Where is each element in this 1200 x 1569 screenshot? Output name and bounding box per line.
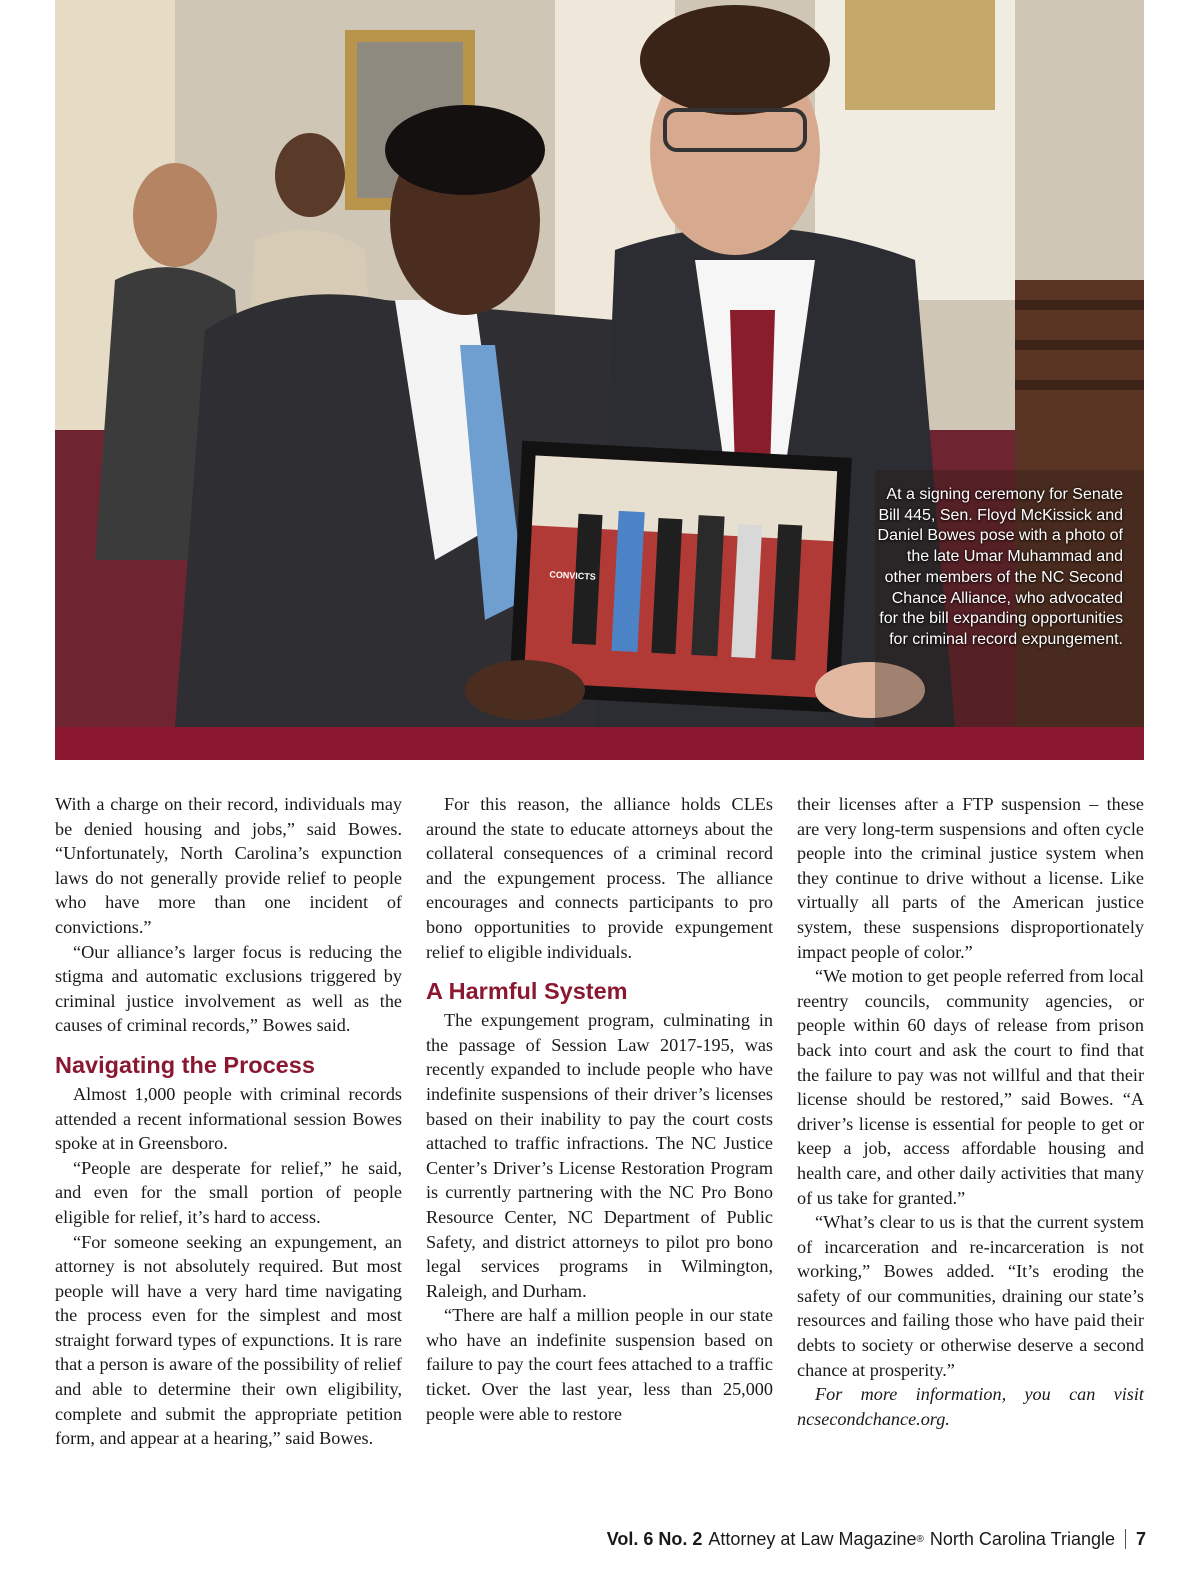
paragraph: The expungement program, culminating in the passage of Session Law 2017-195, was recently expanded to include people who have indefinite suspensions of their driver’s licenses based on their inability to pay the court costs attached to traffic infractions. The NC Justice Center’s Driver’s License Restoration Program is currently partnering with the NC Pro Bono Resource Center, NC Department of Public Safety, and district attorneys to pilot pro bono legal services programs in Wilmington, Raleigh, and Durham. [426, 1010, 773, 1301]
hero-photo [55, 0, 1144, 727]
paragraph: “For someone seeking an expungement, an attorney is not absolutely required. But most people will have a very hard time navigating the process even for the simplest and most straight forward types of expunctions. It is rare that a person is aware of the possibility of relief and able to determine their own eligibility, complete and submit the appropriate petition form, and appear at a hearing,” said Bowes. [55, 1231, 402, 1449]
paragraph: With a charge on their record, individuals may be denied housing and jobs,” said Bowes. “Unfortunately, North Carolina’s expunction laws do not generally provide relief to people who have more than one incident of convictions.” [55, 794, 402, 937]
paragraph: “There are half a million people in our state who have an indefinite suspension based on failure to pay the court fees attached to a traffic ticket. Over the last year, less than 25,000 people were able to restore [426, 1305, 773, 1424]
footer-region: North Carolina Triangle [929, 1528, 1115, 1549]
page-number: 7 [1135, 1528, 1146, 1549]
accent-band [55, 727, 1144, 760]
photo-caption: At a signing ceremony for Senate Bill 445, Sen. Floyd McKissick and Daniel Bowes pose with a photo of the late Umar Muhammad and other members of the NC Second Chance Alliance, who advocated for the bill expanding opportunities for criminal record expungement. [877, 486, 1123, 648]
paragraph: Almost 1,000 people with criminal records attended a recent informational session Bowes spoke at in Greensboro. [55, 1083, 402, 1154]
shirt-text: CONVICTS [549, 569, 597, 582]
section-heading-navigating: Navigating the Process [55, 1051, 315, 1078]
section-heading-harmful-system: A Harmful System [426, 978, 628, 1005]
paragraph: For this reason, the alliance holds CLEs around the state to educate attorneys about the collateral consequences of a criminal record and the expungement process. The alliance encourages and connects participants to pro bono opportunities to provide expungement relief to eligible individuals. [426, 794, 773, 962]
paragraph: “People are desperate for relief,” he said, and even for the small portion of people eligible for relief, it’s hard to access. [55, 1157, 402, 1227]
paragraph: their licenses after a FTP suspension – these are very long-term suspensions and often cycle people into the criminal justice system when they continue to drive without a license. Like virtually all parts of the American justice system, these suspensions disproportionately impact people of color.” [797, 794, 1144, 962]
more-info-paragraph: For more information, you can visit ncsecondchance.org. [797, 1384, 1144, 1429]
footer-volume: Vol. 6 No. 2 [606, 1528, 703, 1549]
footer-magazine-name: Attorney at Law Magazine [708, 1528, 917, 1549]
footer-divider [1125, 1529, 1126, 1549]
article-column-1 [55, 792, 402, 1451]
article-column-3 [797, 792, 1144, 1431]
paragraph: “We motion to get people referred from local reentry councils, community agencies, or people within 60 days of release from prison back into court and ask the court to find that the failure to pay was not willful and that their license should be restored,” said Bowes. “A driver’s license is essential for people to get or keep a job, access affordable housing and health care, and other daily activities that many of us take for granted.” [797, 966, 1144, 1208]
page-footer [607, 1527, 1146, 1551]
paragraph: “Our alliance’s larger focus is reducing the stigma and automatic exclusions triggered by criminal justice involvement as well as the causes of criminal records,” Bowes said. [55, 941, 402, 1036]
paragraph: “What’s clear to us is that the current system of incarceration and re-incarceration is not working,” Bowes added. “It’s eroding the safety of our communities, draining our state’s resources and failing those who have paid their debts to society or otherwise deserve a second chance at prosperity.” [797, 1212, 1144, 1380]
registered-mark: ® [916, 1533, 924, 1545]
article-column-2 [426, 792, 773, 1426]
